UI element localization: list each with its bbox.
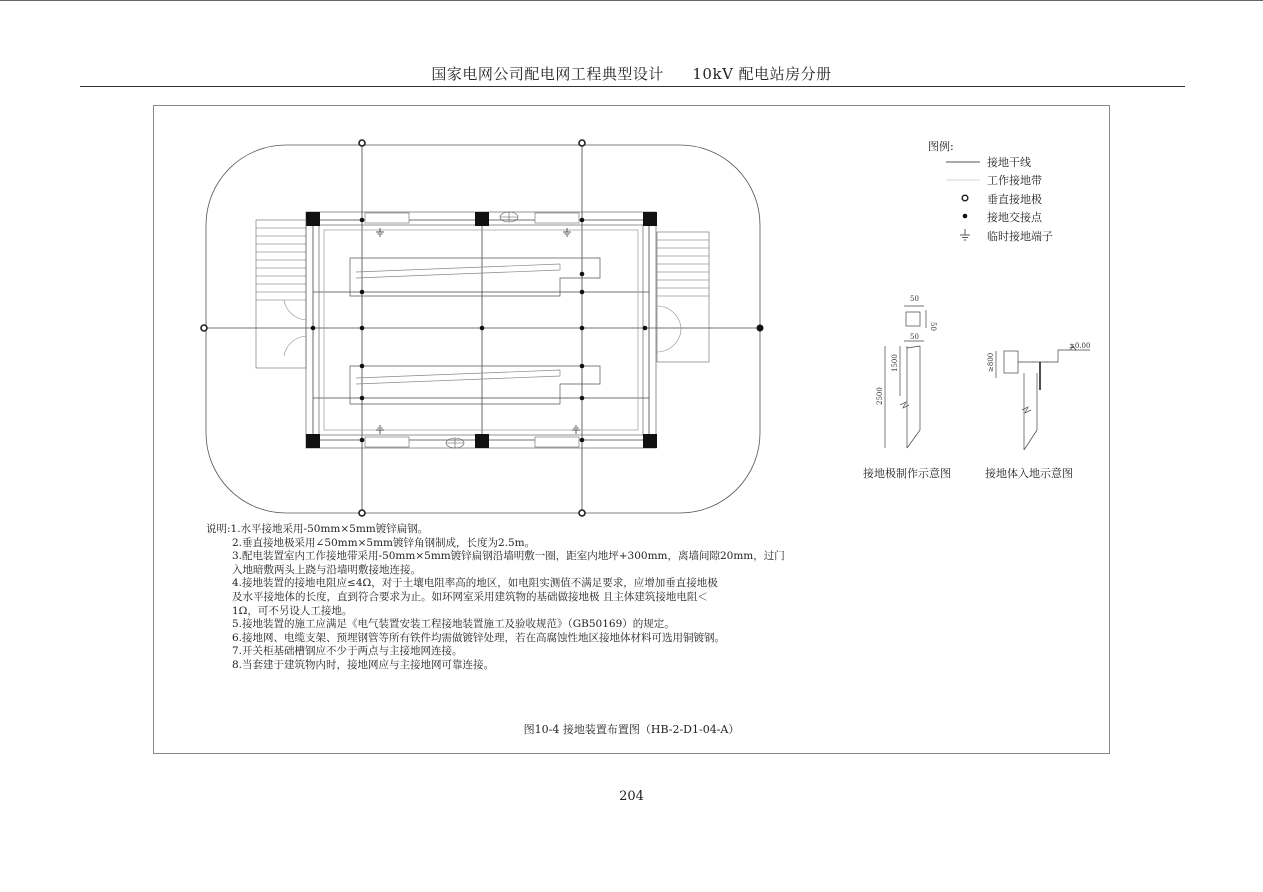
electrode-ring-icon: [359, 510, 365, 516]
windows: [365, 213, 579, 447]
legend-title: 图例:: [928, 140, 954, 153]
electrode-caption: 接地极制作示意图: [863, 467, 951, 480]
dim-800: ≥800: [987, 352, 995, 372]
electrode-dot-icon: [757, 325, 764, 332]
figure-caption: 图10-4 接地装置布置图（HB-2-D1-04-A）: [523, 723, 740, 736]
column-tc: [475, 212, 489, 226]
header-title: 国家电网公司配电网工程典型设计: [431, 65, 664, 83]
window-bottom-right: [535, 437, 579, 447]
entry-caption: 接地体入地示意图: [985, 467, 1073, 480]
dim-1500: 1500: [891, 354, 899, 372]
note-line: 1Ω，可不另设人工接地。: [232, 604, 353, 617]
note-line: 8.当套建于建筑物内时，接地网应与主接地网可靠连接。: [232, 658, 495, 671]
electrode-detail: [885, 306, 926, 448]
notes-block: [206, 523, 785, 673]
legend-item-junction: 接地交接点: [987, 211, 1042, 224]
dim-50-side: 50: [929, 322, 937, 331]
temp-ground-terminals: [376, 228, 580, 434]
note-line: 3.配电装置室内工作接地带采用-50mm×5mm镀锌扁钢沿墙明敷一圈，距室内地坪+300mm，离墙间隙20mm，过门: [232, 550, 785, 563]
legend-symbols: [946, 162, 980, 240]
dim-50-body: 50: [910, 333, 919, 341]
note-line: 及水平接地体的长度，直到符合要求为止。如环网室采用建筑物的基础做接地极 且主体建筑接地电阻＜: [232, 590, 708, 603]
window-top-right: [535, 213, 579, 223]
note-line: 2.垂直接地极采用∠50mm×5mm镀锌角钢制成，长度为2.5m。: [232, 536, 536, 549]
column-br: [643, 434, 657, 448]
dot-icon: [963, 214, 968, 219]
ground-symbol-icon: [960, 229, 970, 240]
column-tr: [643, 212, 657, 226]
legend-item-work-strip: 工作接地带: [987, 174, 1042, 187]
electrode-ring-icon: [359, 140, 365, 146]
stairs-left: [256, 220, 306, 368]
elevation-mark: ±0.00: [1069, 342, 1091, 350]
note-line: 4.接地装置的接地电阻应≤4Ω，对于土壤电阻率高的地区，如电阻实测值不满足要求，应增加垂直接地极: [232, 577, 718, 590]
legend-item-main-ground: 接地干线: [987, 156, 1031, 169]
window-bottom-left: [365, 437, 409, 447]
stairs-right: [657, 232, 709, 362]
ground-terminal-icon: [563, 228, 571, 236]
column-bl: [306, 434, 320, 448]
dim-50-top: 50: [910, 295, 919, 303]
note-line: 5.接地装置的施工应满足《电气装置安装工程接地装置施工及验收规范》（GB50169）的规定。: [232, 618, 675, 631]
cable-trenches: [350, 258, 600, 404]
ground-entry-detail: [996, 346, 1090, 450]
junction-points: [311, 218, 648, 443]
legend-item-vertical-electrode: 垂直接地极: [987, 193, 1042, 206]
legend-item-temp-terminal: 临时接地端子: [987, 230, 1053, 243]
note-line: 入地暗敷两头上跷与沿墙明敷接地连接。: [232, 563, 421, 576]
electrode-ring-icon: [201, 325, 207, 331]
ground-terminal-icon: [376, 228, 384, 236]
column-bc: [475, 434, 489, 448]
note-line: 说明:1.水平接地采用-50mm×5mm镀锌扁钢。: [206, 523, 429, 535]
electrode-ring-icon: [579, 510, 585, 516]
column-tl: [306, 212, 320, 226]
ring-icon: [962, 195, 968, 201]
electrode-ring-icon: [579, 140, 585, 146]
note-line: 7.开关柜基础槽钢应不少于两点与主接地网连接。: [232, 645, 463, 658]
ground-terminal-icon: [572, 426, 580, 434]
window-top-left: [365, 213, 409, 223]
header-subtitle: 10kV 配电站房分册: [692, 65, 832, 83]
ground-terminal-icon: [376, 426, 384, 434]
note-line: 6.接地网、电缆支架、预埋钢管等所有铁件均需做镀锌处理，若在高腐蚀性地区接地体材料可选用铜镀钢。: [232, 631, 726, 644]
page-number: 204: [619, 789, 644, 804]
dim-2500: 2500: [876, 387, 884, 405]
